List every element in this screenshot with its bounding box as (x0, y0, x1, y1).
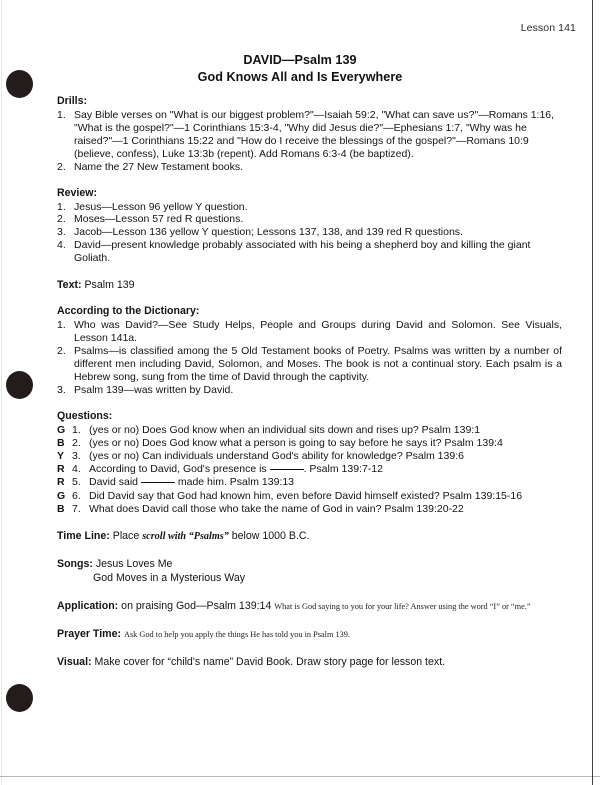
list-marker: 1. (57, 319, 66, 332)
application-row (57, 599, 562, 614)
section-review (57, 186, 562, 266)
question-color-code: B (57, 436, 65, 449)
question-number: 5. (72, 476, 81, 489)
question-color-code: R (57, 476, 65, 489)
question-number: 1. (72, 423, 81, 436)
songs-second-line (57, 571, 562, 586)
list-marker: 1. (57, 200, 66, 213)
visual-value: Make cover for “child's name” David Book. Draw story page for lesson text. (94, 655, 446, 668)
prayer-time-note: Ask God to help you apply the things He has told you in Psalm 139. (123, 629, 351, 639)
list-text: Name the 27 New Testament books. (74, 160, 244, 173)
dictionary-list (57, 319, 562, 396)
review-item (57, 213, 562, 226)
answer-blank[interactable] (141, 482, 175, 483)
question-number: 6. (72, 489, 81, 502)
section-questions (57, 409, 562, 516)
list-text: David—present knowledge probably associated with his being a shepherd boy and killing the giant Goliath. (74, 239, 531, 265)
list-text: Who was David?—See Study Helps, People and Groups during David and Solomon. See Visuals, Lesson 141a. (74, 319, 562, 344)
list-marker: 3. (57, 383, 66, 396)
question-text-tail: . Psalm 139:7-12 (303, 463, 383, 476)
list-text: Say Bible verses on "What is our biggest problem?"—Isaiah 59:2, "What can save us?"—Romans 1:16, "What is the gospel?"—1 Corinthians 15:3-4, "Why did Jesus die?"—Ephesians 1:7, "Why was he raised?"—1 Corinthians 15:22 and "How do I receive the blessings of the gospel?"—Romans 10:9 (believe, confess), Luke 13:3b (repent). Add Romans 6:3-4 (be baptized). (74, 109, 555, 160)
list-text: Jesus—Lesson 96 yellow Y question. (74, 200, 248, 213)
song-title: Jesus Loves Me (95, 557, 173, 570)
answer-blank[interactable] (270, 469, 304, 470)
text-label: Text: (57, 279, 82, 292)
review-list (57, 201, 562, 266)
prayer-time-label: Prayer Time: (57, 627, 121, 640)
songs-first-line (57, 557, 562, 572)
questions-list (57, 424, 562, 516)
dictionary-heading: According to the Dictionary: (57, 305, 200, 318)
time-line-italic: scroll with “Psalms” (142, 530, 229, 542)
drills-item (57, 109, 562, 161)
question-text: (yes or no) Does God know what a person is going to say before he says it? Psalm 139:4 (89, 436, 503, 449)
song-title: God Moves in a Mysterious Way (93, 572, 246, 585)
question-text: Did David say that God had known him, even before David himself existed? Psalm 139:15-16 (89, 489, 523, 502)
prayer-time-row (57, 627, 562, 642)
question-color-code: R (57, 463, 65, 476)
list-marker: 2. (57, 344, 66, 357)
time-line-row (57, 529, 562, 544)
question-color-code: B (57, 502, 65, 515)
list-text: Jacob—Lesson 136 yellow Y question; Lessons 137, 138, and 139 red R questions. (74, 226, 463, 239)
review-item (57, 239, 562, 265)
page-title (0, 52, 600, 86)
dictionary-item (57, 319, 562, 345)
page-body (57, 94, 562, 669)
drills-heading: Drills: (57, 95, 88, 107)
question-text-tail: made him. Psalm 139:13 (174, 476, 295, 489)
list-text: Psalms—is classified among the 5 Old Testament books of Poetry. Psalms was written by a number of different men including David, Solomon, and Moses. The book is not a continual story. Each psalm is a Hebrew song, sung from the time of David through the captivity. (74, 344, 562, 383)
list-marker: 4. (57, 239, 66, 252)
list-marker: 3. (57, 226, 66, 239)
application-note: What is God saying to you for your life? Answer using the word “I” or “me.” (274, 601, 531, 611)
title-line-secondary: God Knows All and Is Everywhere (197, 70, 403, 84)
visual-row (57, 655, 562, 669)
question-color-code: G (57, 423, 66, 436)
question-row (57, 450, 562, 463)
list-text: Psalm 139—was written by David. (74, 383, 234, 396)
question-number: 7. (72, 502, 81, 515)
question-text: What does David call those who take the name of God in vain? Psalm 139:20-22 (89, 502, 464, 515)
text-reference (57, 278, 562, 292)
review-item (57, 226, 562, 239)
dictionary-item (57, 384, 562, 397)
question-row (57, 476, 562, 489)
title-line-primary: DAVID—Psalm 139 (243, 53, 357, 67)
text-value: Psalm 139 (84, 279, 135, 292)
question-text: (yes or no) Does God know when an individual sits down and rises up? Psalm 139:1 (89, 423, 481, 436)
songs-section (57, 557, 562, 586)
list-marker: 2. (57, 213, 66, 226)
application-label: Application: (57, 599, 119, 612)
question-row (57, 437, 562, 450)
questions-heading: Questions: (57, 409, 113, 422)
question-row (57, 490, 562, 503)
question-text: According to David, God's presence is (89, 463, 270, 476)
lesson-number-header: Lesson 141 (520, 22, 576, 34)
drills-list (57, 109, 562, 174)
visual-label: Visual: (57, 655, 92, 668)
question-color-code: G (57, 489, 66, 502)
question-color-code: Y (57, 449, 65, 462)
question-row (57, 424, 562, 437)
question-number: 3. (72, 449, 81, 462)
time-line-label: Time Line: (57, 529, 110, 542)
list-marker: 2. (57, 160, 66, 173)
question-text: (yes or no) Can individuals understand God's ability for knowledge? Psalm 139:6 (89, 449, 464, 462)
section-dictionary (57, 304, 562, 396)
application-value: on praising God—Psalm 139:14 (121, 599, 272, 612)
time-line-prefix: Place (112, 529, 143, 542)
review-heading: Review: (57, 186, 98, 199)
drills-item (57, 161, 562, 174)
section-drills (57, 94, 562, 174)
question-number: 4. (72, 463, 81, 476)
list-marker: 1. (57, 109, 66, 121)
question-row (57, 463, 562, 476)
question-number: 2. (72, 436, 81, 449)
time-line-suffix: below 1000 B.C. (228, 529, 310, 542)
list-text: Moses—Lesson 57 red R questions. (74, 213, 244, 226)
dictionary-item (57, 345, 562, 384)
review-item (57, 201, 562, 214)
question-row (57, 503, 562, 516)
songs-label: Songs: (57, 557, 93, 570)
question-text: David said (89, 476, 141, 489)
